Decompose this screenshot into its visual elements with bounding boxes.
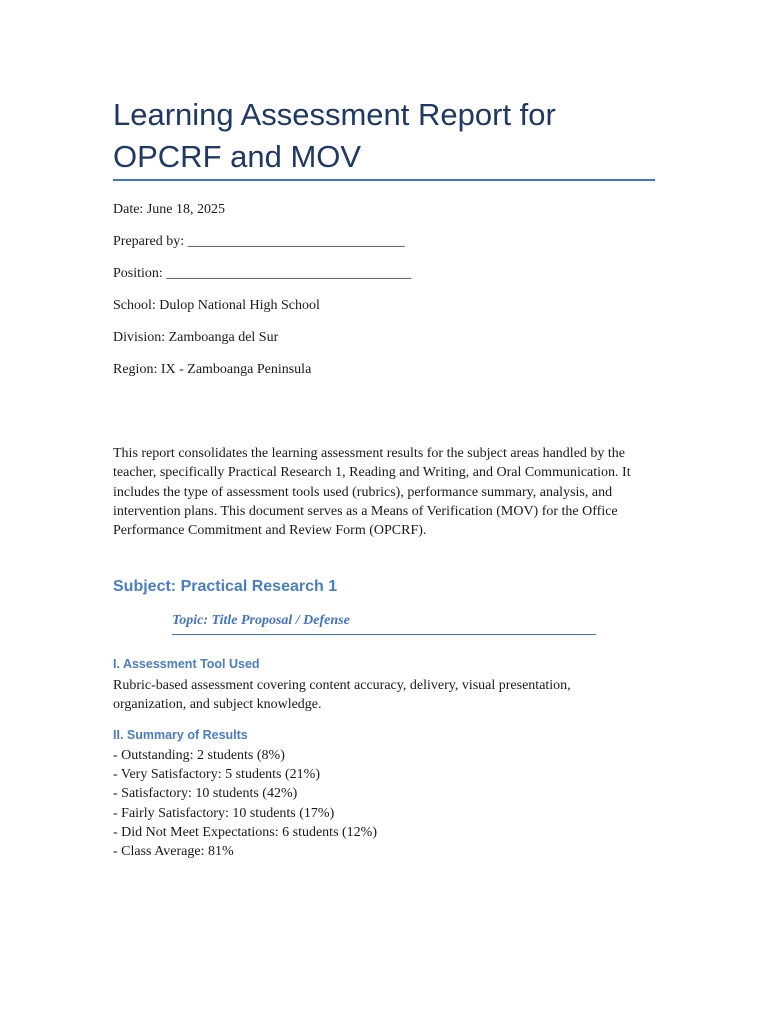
results-list xyxy=(113,746,377,861)
region-line: Region: IX - Zamboanga Peninsula xyxy=(113,362,312,377)
subject-heading: Subject: Practical Research 1 xyxy=(113,578,338,595)
topic-underline xyxy=(172,634,596,635)
assessment-tool-text: Rubric-based assessment covering content accuracy, delivery, visual presentation, organization, and subject knowledge. xyxy=(113,678,571,713)
title-underline xyxy=(113,179,655,181)
school-line: School: Dulop National High School xyxy=(113,298,320,313)
topic-heading: Topic: Title Proposal / Defense xyxy=(172,613,350,628)
result-fairly-satisfactory: - Fairly Satisfactory: 10 students (17%) xyxy=(113,805,335,821)
result-did-not-meet: - Did Not Meet Expectations: 6 students (12%) xyxy=(113,824,378,840)
summary-heading: II. Summary of Results xyxy=(113,728,248,742)
intro-paragraph: This report consolidates the learning assessment results for the subject areas handled by the teacher, specifically Practical Research 1, Reading and Writing, and Oral Communication. It includes the type of assessment tools used (rubrics), performance summary, analysis, and intervention plans. This document serves as a Means of Verification (MOV) for the Office Performance Commitment and Review Form (OPCRF). xyxy=(113,446,631,539)
prepared-by-line: Prepared by: _______________________________ xyxy=(113,234,405,249)
result-satisfactory: - Satisfactory: 10 students (42%) xyxy=(113,786,298,802)
position-line: Position: ___________________________________ xyxy=(113,266,412,281)
division-line: Division: Zamboanga del Sur xyxy=(113,330,279,345)
result-very-satisfactory: - Very Satisfactory: 5 students (21%) xyxy=(113,767,320,783)
result-class-average: - Class Average: 81% xyxy=(113,844,234,860)
document-title: Learning Assessment Report for OPCRF and MOV xyxy=(113,97,556,174)
result-outstanding: - Outstanding: 2 students (8%) xyxy=(113,748,285,763)
date-line: Date: June 18, 2025 xyxy=(113,202,225,217)
assessment-tool-heading: I. Assessment Tool Used xyxy=(113,657,260,671)
